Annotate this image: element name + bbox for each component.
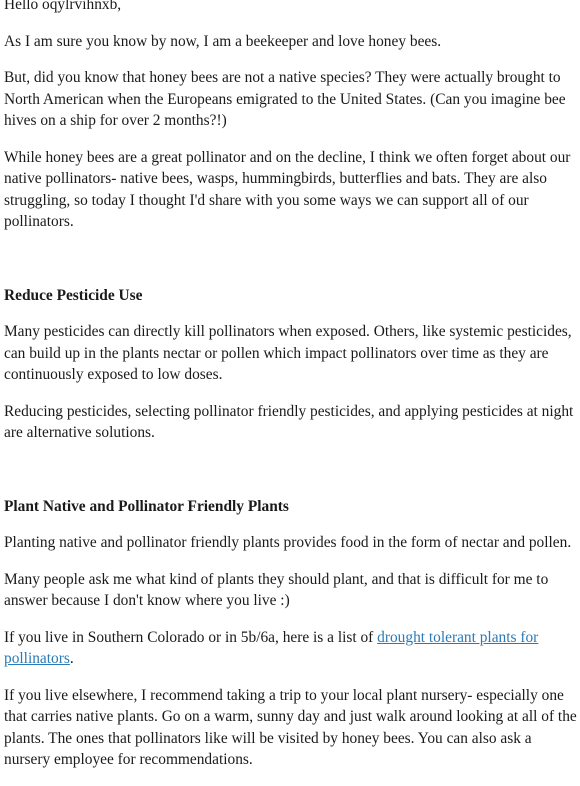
intro-paragraph-3: While honey bees are a great pollinator and on the decline, I think we often forget about our native pollinators- native bees, wasps, hummingbirds, butterflies and bats. They are also struggling, so today I thought I'd share with you some ways we can support all of our pollinators. — [4, 148, 571, 230]
intro-paragraph-2: But, did you know that honey bees are not a native species? They were actually brought to North American when the Europeans emigrated to the United States. (Can you imagine bee hives on a ship for over 2 months?!) — [4, 69, 566, 129]
section-spacer — [4, 459, 578, 496]
greeting: Hello oqylrvihnxb, — [4, 0, 122, 13]
intro-paragraph-1: As I am sure you know by now, I am a beekeeper and love honey bees. — [4, 32, 442, 50]
plants-paragraph-3-lead: If you live in Southern Colorado or in 5b/6a, here is a list of — [4, 628, 378, 646]
pesticide-paragraph-1: Many pesticides can directly kill pollinators when exposed. Others, like systemic pesticides, can build up in the plants nectar or pollen which impact pollinators over time as they are continuously exposed to low doses. — [4, 323, 572, 383]
plants-paragraph-4: If you live elsewhere, I recommend taking a trip to your local plant nursery- especially one that carries native plants. Go on a warm, sunny day and just walk around looking at all of the plants. The ones that pollinators like will be visited by honey bees. You can also ask a nursery employee for recommendations. — [4, 686, 577, 768]
drought-tolerant-plants-link[interactable]: drought tolerant plants for pollinators — [4, 628, 539, 667]
section-spacer — [4, 248, 578, 285]
email-body — [4, 0, 578, 786]
plants-paragraph-1: Planting native and pollinator friendly plants provides food in the form of nectar and pollen. — [4, 534, 572, 551]
pesticide-paragraph-2: Reducing pesticides, selecting pollinator friendly pesticides, and applying pesticides at night are alternative solutions. — [4, 402, 574, 441]
section-heading-plants: Plant Native and Pollinator Friendly Plants — [4, 497, 289, 515]
section-heading-pesticide: Reduce Pesticide Use — [4, 286, 143, 304]
plants-paragraph-3-tail: . — [69, 650, 74, 667]
plants-paragraph-3 — [4, 627, 578, 670]
plants-paragraph-2: Many people ask me what kind of plants they should plant, and that is difficult for me to answer because I don't know where you live :) — [4, 570, 549, 609]
